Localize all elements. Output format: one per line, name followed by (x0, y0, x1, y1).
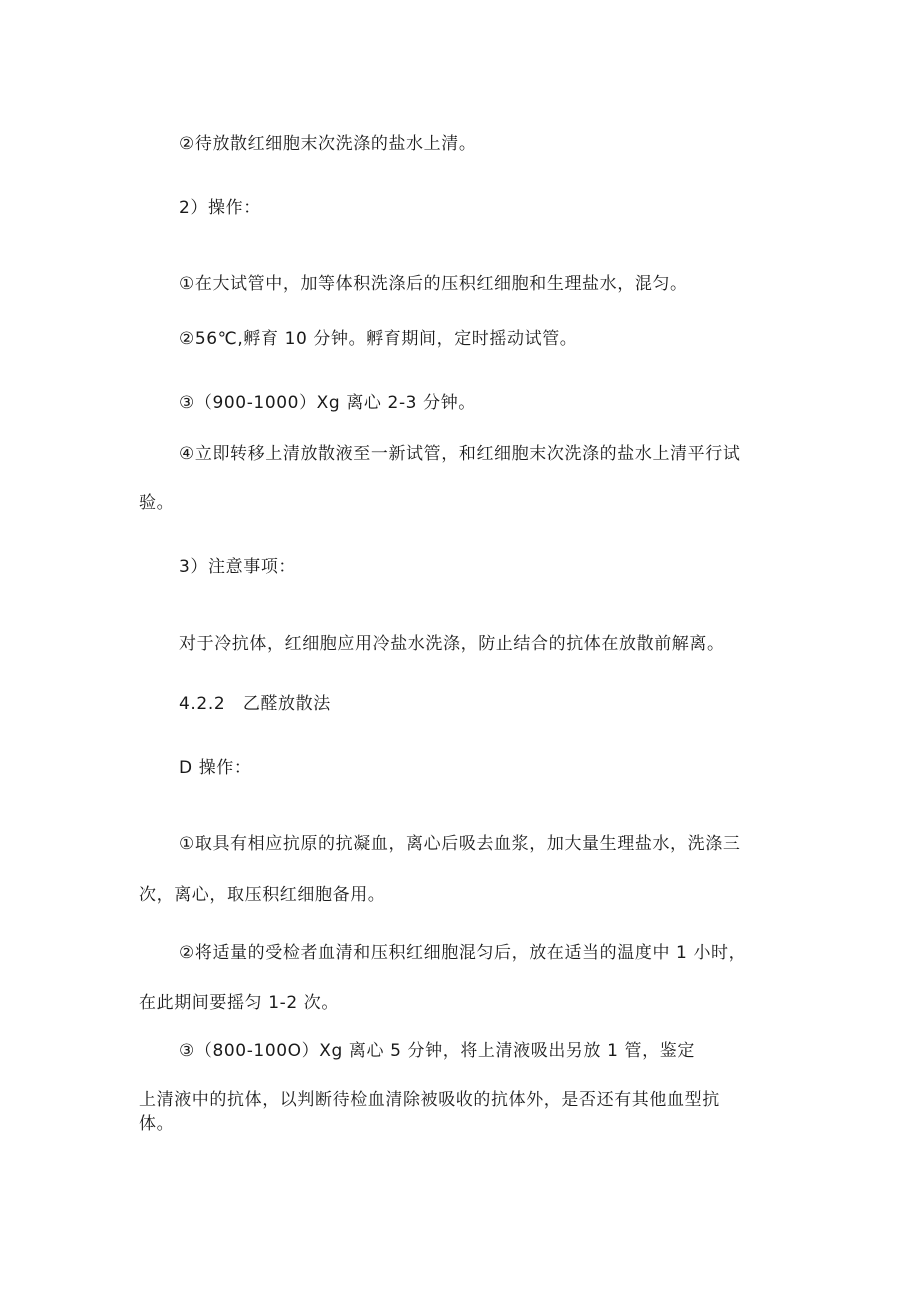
paragraph-line: ②将适量的受检者血清和压积红细胞混匀后，放在适当的温度中 1 小时， (179, 943, 747, 963)
paragraph-line: ①在大试管中，加等体积洗涤后的压积红细胞和生理盐水，混匀。 (179, 274, 688, 294)
paragraph-line: ③（900-1000）Xg 离心 2-3 分钟。 (179, 393, 476, 413)
paragraph-line: 次，离心，取压积红细胞备用。 (139, 885, 386, 905)
section-heading: D 操作： (179, 758, 252, 778)
paragraph-line: ②待放散红细胞末次洗涤的盐水上清。 (179, 134, 477, 154)
paragraph-line: 体。 (139, 1114, 175, 1134)
paragraph-line: 验。 (139, 493, 175, 513)
section-heading: 4.2.2 乙醛放散法 (179, 694, 331, 714)
paragraph-line: ①取具有相应抗原的抗凝血，离心后吸去血浆，加大量生理盐水，洗涤三 (179, 834, 741, 854)
paragraph-line: 在此期间要摇匀 1-2 次。 (139, 993, 339, 1013)
paragraph-line: 上清液中的抗体，以判断待检血清除被吸收的抗体外，是否还有其他血型抗 (139, 1090, 720, 1110)
section-heading: 2）操作： (179, 198, 261, 218)
paragraph-line: ②56℃,孵育 10 分钟。孵育期间，定时摇动试管。 (179, 329, 578, 349)
section-heading: 3）注意事项： (179, 557, 297, 577)
paragraph-line: ③（800-100O）Xg 离心 5 分钟，将上清液吸出另放 1 管，鉴定 (179, 1041, 695, 1061)
paragraph-line: ④立即转移上清放散液至一新试管，和红细胞末次洗涤的盐水上清平行试 (179, 444, 741, 464)
paragraph-line: 对于冷抗体，红细胞应用冷盐水洗涤，防止结合的抗体在放散前解离。 (179, 634, 725, 654)
